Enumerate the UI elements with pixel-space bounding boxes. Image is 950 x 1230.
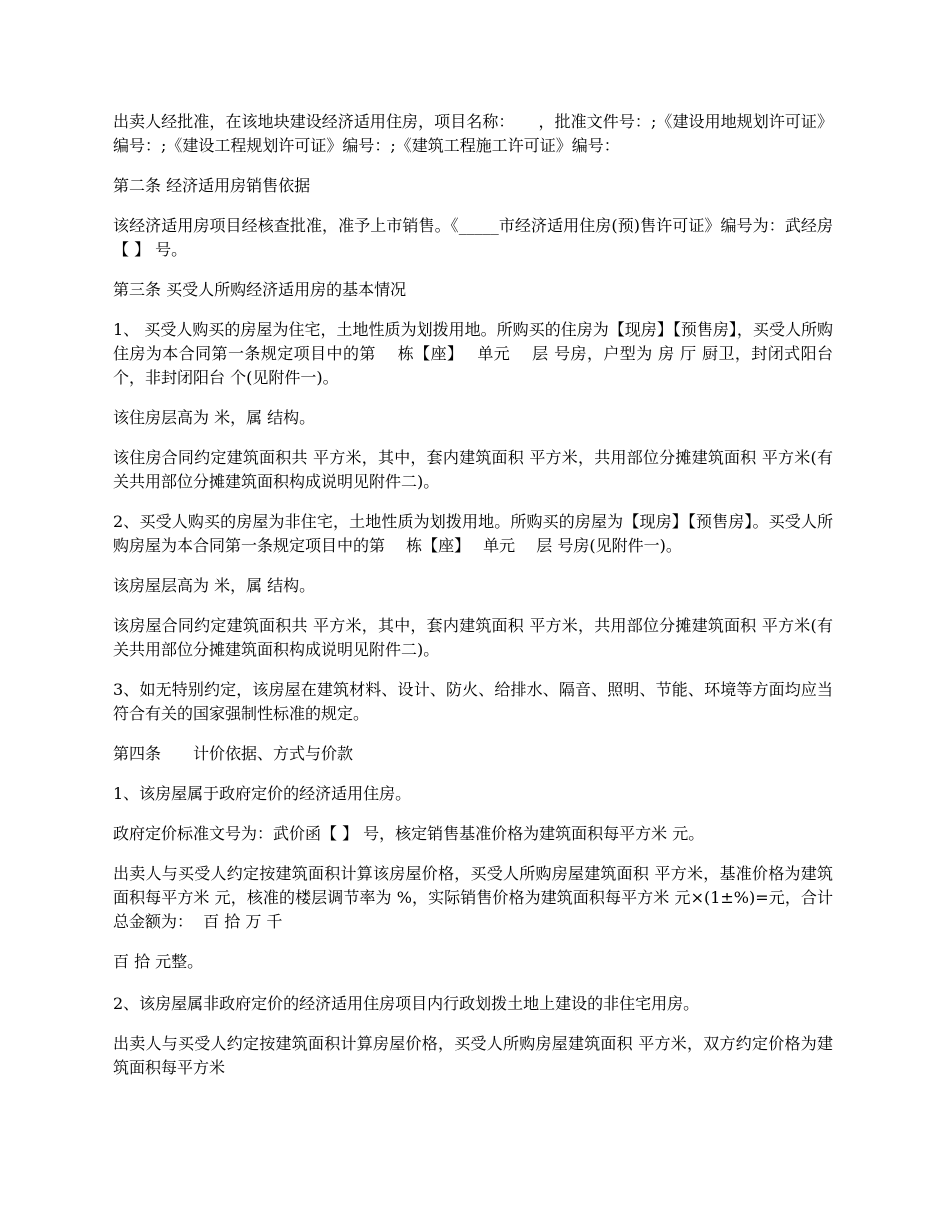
article-2-heading: 第二条 经济适用房销售依据 [113,176,311,195]
paragraph-price-calculation: 出卖人与买受人约定按建筑面积计算该房屋价格，买受人所购房屋建筑面积 平方米，基准价格为建筑面积每平方米 元，核准的楼层调节率为 %，实际销售价格为建筑面积每平方米 元×(1±%)=元，合计总金额为： 百 拾 万 千 [113,864,833,931]
paragraph-residential-height: 该住房层高为 米，属 结构。 [113,408,316,427]
paragraph-nonresidential-height: 该房屋层高为 米，属 结构。 [113,576,316,595]
paragraph-sale-permit: 该经济适用房项目经核查批准，准予上市销售。《_____市经济适用住房(预)售许可证》编号为：武经房【 】 号。 [113,216,833,259]
document-body [113,110,839,1096]
paragraph-nongovernment-pricing: 2、该房屋属非政府定价的经济适用住房项目内行政划拨土地上建设的非住宅用房。 [113,994,700,1013]
paragraph-residential-details: 1、 买受人购买的房屋为住宅，土地性质为划拨用地。所购买的住房为【现房】【预售房】，买受人所购住房为本合同第一条规定项目中的第 栋【座】 单元 层 号房，户型为 房 厅 厨卫，封闭式阳台 个，非封闭阳台 个(见附件一)。 [113,320,839,387]
paragraph-price-document: 政府定价标准文号为：武价函【 】 号，核定销售基准价格为建筑面积每平方米 元。 [113,824,705,843]
paragraph-nonresidential-details: 2、买受人购买的房屋为非住宅，土地性质为划拨用地。所购买的房屋为【现房】【预售房】。买受人所购房屋为本合同第一条规定项目中的第 栋【座】 单元 层 号房(见附件一)。 [113,512,833,555]
paragraph-standards: 3、如无特别约定，该房屋在建筑材料、设计、防火、给排水、隔音、照明、节能、环境等方面均应当符合有关的国家强制性标准的规定。 [113,680,833,723]
paragraph-agreed-price: 出卖人与买受人约定按建筑面积计算房屋价格，买受人所购房屋建筑面积 平方米，双方约定价格为建筑面积每平方米 [113,1034,833,1077]
paragraph-total-amount: 百 拾 元整。 [113,952,204,971]
paragraph-nonresidential-area: 该房屋合同约定建筑面积共 平方米，其中，套内建筑面积 平方米，共用部位分摊建筑面积 平方米(有关共用部位分摊建筑面积构成说明见附件二)。 [113,616,833,659]
paragraph-residential-area: 该住房合同约定建筑面积共 平方米，其中，套内建筑面积 平方米，共用部位分摊建筑面积 平方米(有关共用部位分摊建筑面积构成说明见附件二)。 [113,448,833,491]
paragraph-project-approval: 出卖人经批准，在该地块建设经济适用住房，项目名称： ，批准文件号：;《建设用地规划许可证》编号：;《建设工程规划许可证》编号：;《建筑工程施工许可证》编号： [113,112,833,155]
article-4-heading: 第四条 计价依据、方式与价款 [113,744,354,763]
paragraph-government-pricing: 1、该房屋属于政府定价的经济适用住房。 [113,784,412,803]
article-3-heading: 第三条 买受人所购经济适用房的基本情况 [113,280,407,299]
